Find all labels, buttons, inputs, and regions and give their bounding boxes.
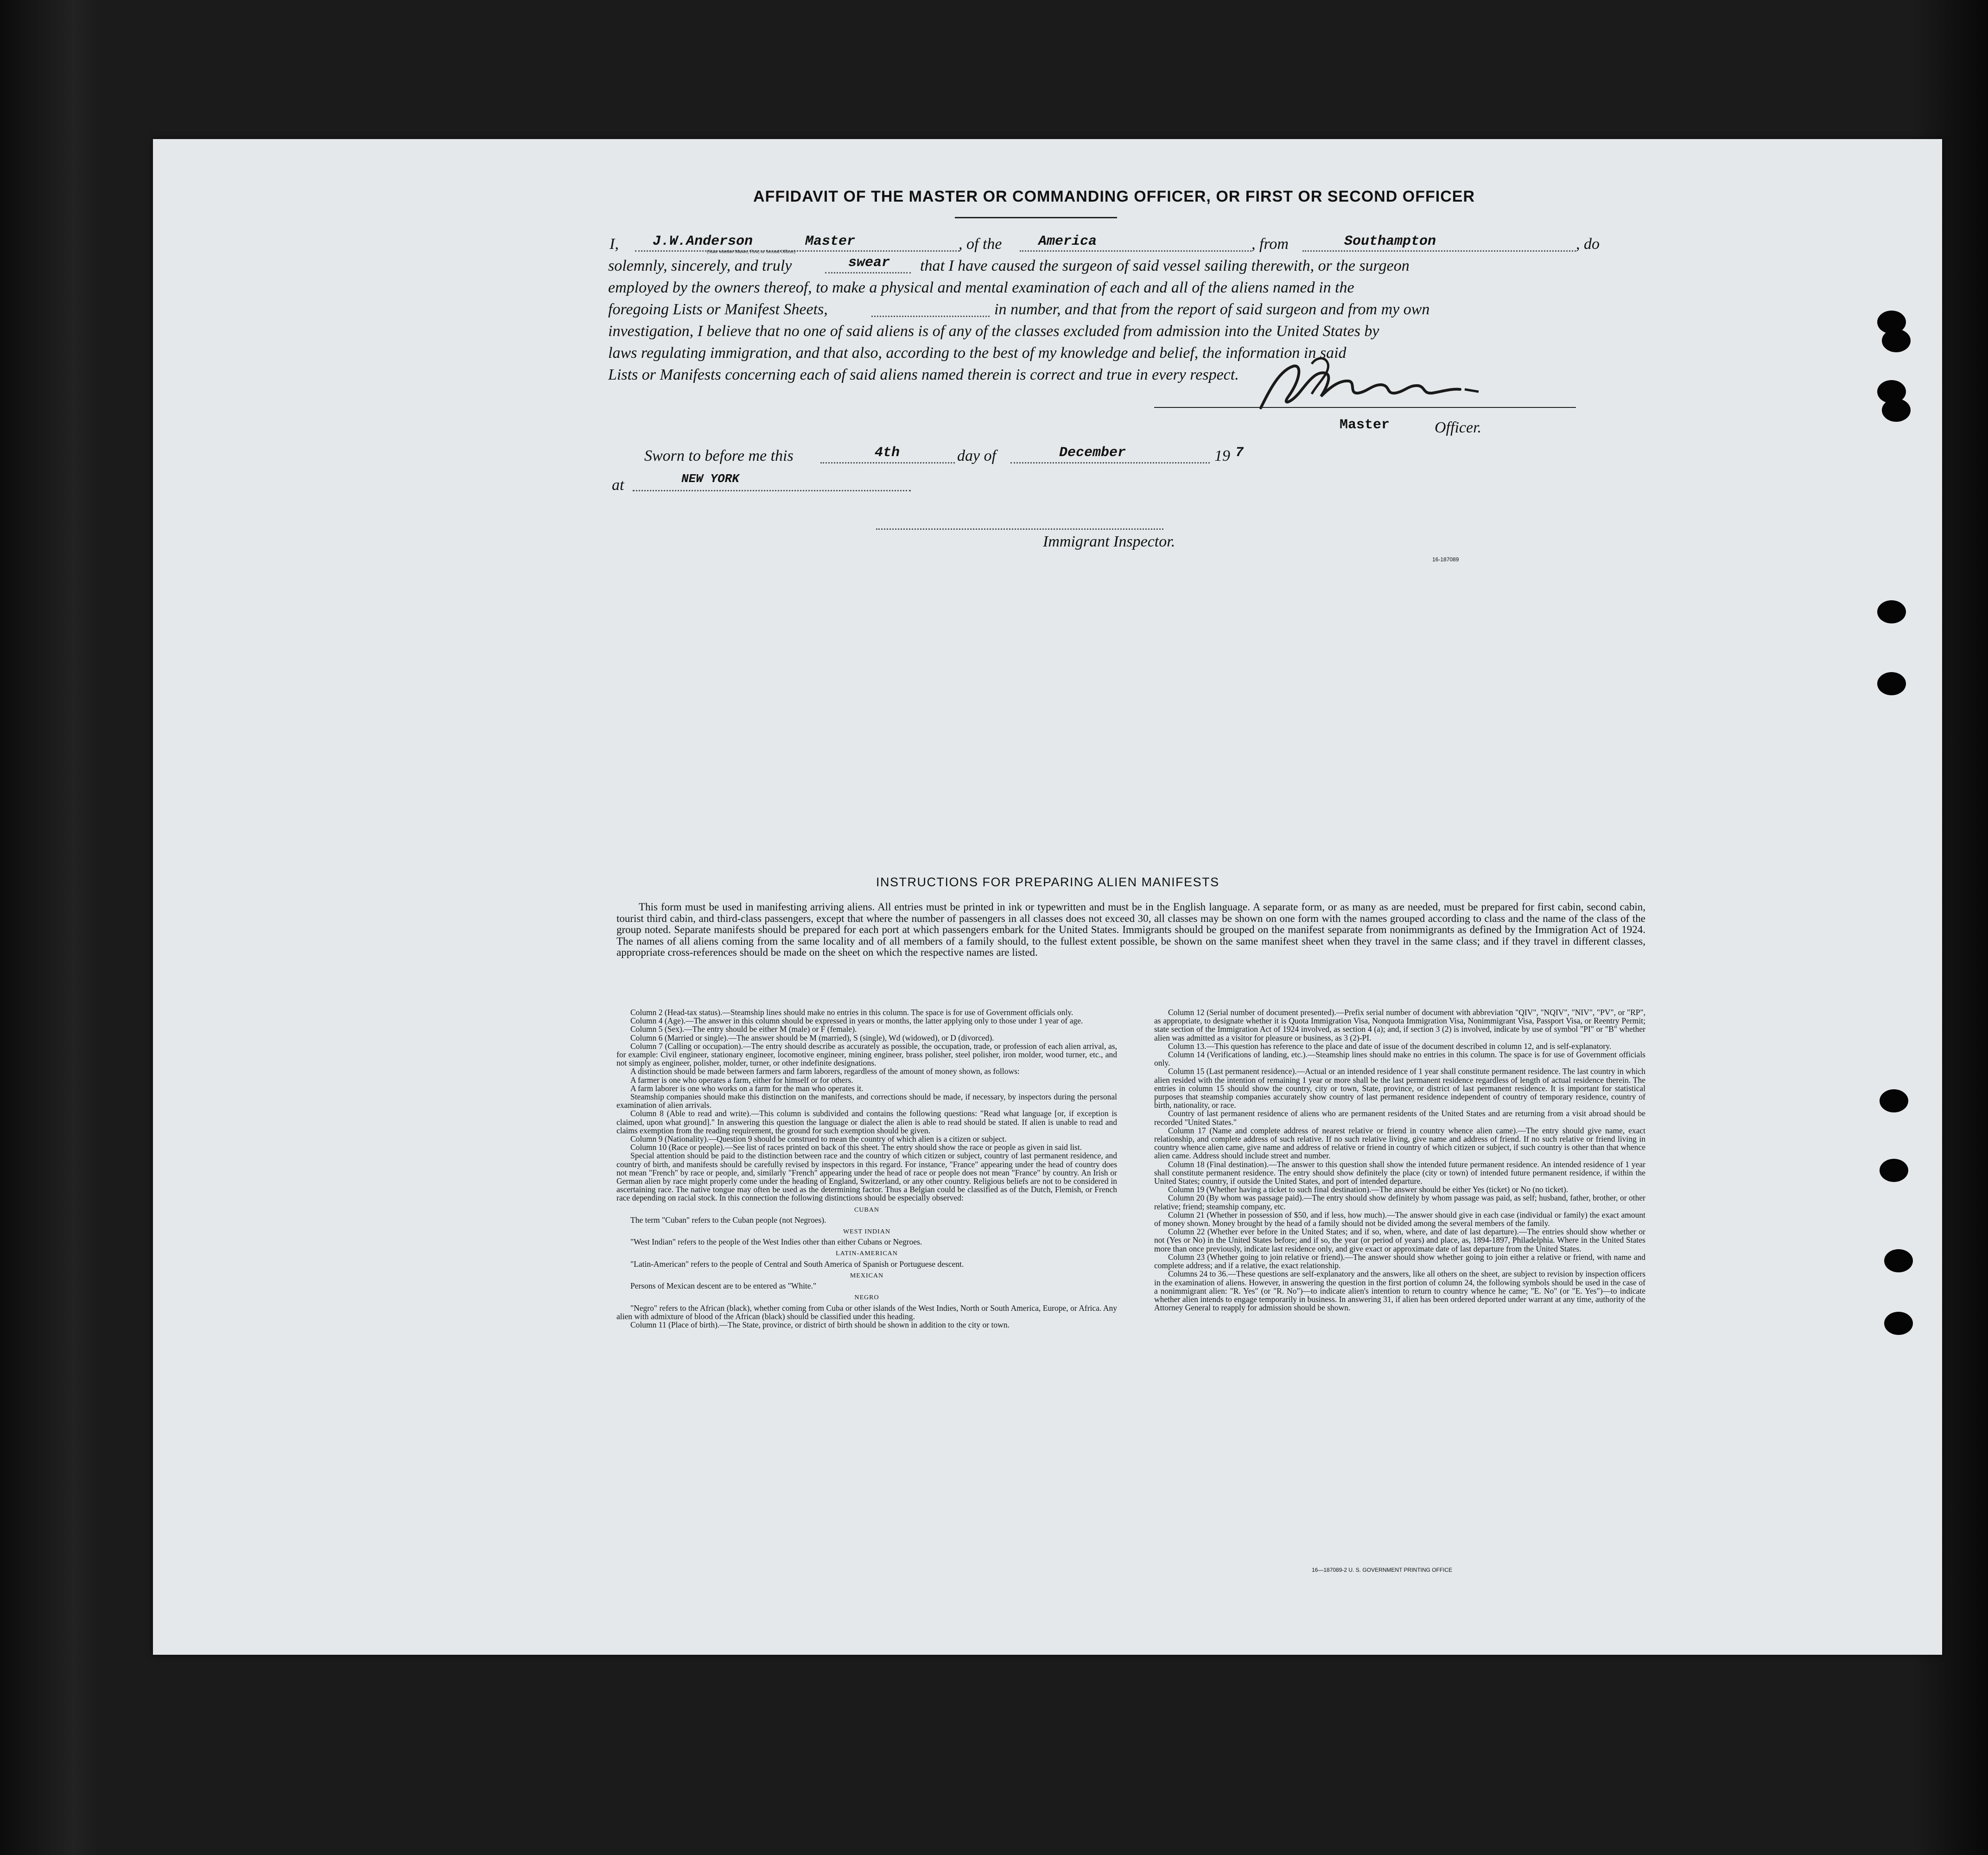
document-page [153, 139, 1942, 1655]
left-col-paragraph: Column 10 (Race or people).—See list of races printed on back of this sheet. The entry should show the race or people as given in said list. [630, 1143, 1082, 1152]
name-field-line [635, 250, 959, 252]
left-col-paragraph: Steamship companies should make this distinction on the manifests, and corrections should be made, if necessary, by inspectors during the personal examination of alien arrivals. [616, 1092, 1117, 1110]
left-col-paragraph: Column 9 (Nationality).—Question 9 should be construed to mean the country of which alien is a citizen or subject. [630, 1134, 1007, 1144]
master-name: J.W.Anderson [653, 234, 753, 249]
instructions-left-column [616, 1008, 1117, 1329]
left-col-paragraph: Column 6 (Married or single).—The answer should be M (married), S (single), Wd (widowed), or D (divorced). [630, 1033, 994, 1042]
right-col-paragraph: Column 12 (Serial number of document presented).—Prefix serial number of document with abbreviation "QIV", "NQIV", "NIV", "PV", or "RP", as appropriate, to designate whether it is Quota Immigration Visa, Nonquota Immigration Visa, Nonimmigrant Visa, Passport Visa, or Reentry Permit; state section of the Immigration Act of 1924 involved, as section 4 (a); and, if section 3 (2) is involved, indicate by use of symbol "PI" or "B" whether alien was admitted as a visitor for pleasure or business, as 3 (2)-PI. [1154, 1008, 1645, 1042]
oath-field-line [825, 272, 911, 273]
binder-hole [1880, 1089, 1908, 1112]
left-col-paragraph: Column 8 (Able to read and write).—This column is subdivided and contains the following questions: "Read what language [or, if exception is claimed, upon what ground]." In answering this question the language or dialect the alien is able to read should be stated. If alien is unable to read and claims exemption from the reading requirement, the ground for such exemption should be given. [616, 1109, 1117, 1135]
affidavit-line-2b: that I have caused the surgeon of said vessel sailing therewith, or the surgeon [920, 257, 1410, 274]
binder-hole [1880, 1159, 1908, 1182]
signer-suffix: Officer. [1435, 419, 1482, 436]
right-col-paragraph: Column 20 (By whom was passage paid).—The entry should show definitely by whom passage was paid, as self; husband, father, brother, or other relative; friend; steamship company, etc. [1154, 1193, 1645, 1211]
of-the-label: , of the [959, 235, 1002, 253]
left-col-paragraph: Column 4 (Age).—The answer in this column should be expressed in years or months, the latter applying only to those under 1 year of age. [630, 1016, 1083, 1026]
definition-heading: NEGRO [854, 1294, 879, 1302]
signer-title: Master [1340, 417, 1390, 433]
printing-office-footer: 16—187089-2 U. S. GOVERNMENT PRINTING OFFICE [1312, 1567, 1453, 1573]
right-col-paragraph: Column 18 (Final destination).—The answer to this question shall show the intended future permanent residence. An intended residence of 1 year shall constitute permanent residence. The entry should show definitely the place (city or town) of intended future permanent residence, if within the United States; country, if outside the United States, and port of intended departure. [1154, 1159, 1645, 1186]
vessel-name: America [1038, 234, 1097, 249]
instructions-right-column [1154, 1008, 1645, 1312]
do-label: , do [1576, 235, 1600, 253]
right-col-paragraph: Column 17 (Name and complete address of nearest relative or friend in country whence alien came).—The entry should give name, exact relationship, and complete address of such relative. If no such relative living, give name and address of friend. If no such relative or friend living in country whence alien came, give name and address of relative or friend in country of which citizen or subject, if such country is other than that whence alien came. Address should include street and number. [1154, 1125, 1645, 1161]
left-col-paragraph: Special attention should be paid to the distinction between race and the country of which citizen or subject, country of last permanent residence, and country of birth, and manifests should be carefully revised by inspectors in this regard. For instance, "France" appearing under the head of country does not mean "French" by race or people, and, similarly "French" appearing under the head of race or people does not mean "France" by country. An Irish or German alien by race might properly come under the heading of England, Switzerland, or any other country. Religious beliefs are not to be considered in ascertaining race. The native tongue may often be used as the determining factor. Thus a Belgian could be classified as of the Dutch, Flemish, or French race depending on racial stock. In this connection the following distinctions should be especially observed: [616, 1151, 1117, 1203]
instructions-intro [616, 902, 1645, 959]
sworn-day: 4th [875, 445, 900, 461]
sworn-place: NEW YORK [681, 472, 739, 486]
master-signature [1200, 352, 1581, 422]
signature-line [1154, 407, 1576, 408]
place-field-line [633, 490, 911, 491]
right-col-paragraph: Columns 24 to 36.—These questions are self-explanatory and the answers, like all others on the sheet, are subject to revision by inspection officers in the examination of aliens. However, in answering the question in the first portion of column 24, the following symbols should be used in the case of a nonimmigrant alien: "R. Yes" (or "R. No")—to indicate alien's intention to return to country whence he came; "E. No" (or "E. Yes")—to indicate whether alien intends to engage temporarily in business. In answering 31, if alien has been ordered deported under warrant at any time, authority of the Attorney General to reapply for admission should be shown. [1154, 1269, 1645, 1313]
affidavit-line-2a: solemnly, sincerely, and truly [608, 257, 792, 274]
affidavit-line-4a: foregoing Lists or Manifest Sheets, [608, 301, 828, 318]
left-col-paragraph: A farm laborer is one who works on a farm for the man who operates it. [630, 1083, 864, 1093]
instructions-title: INSTRUCTIONS FOR PREPARING ALIEN MANIFESTS [876, 875, 1219, 889]
oath-word: swear [848, 255, 890, 271]
definition-heading: MEXICAN [850, 1272, 884, 1279]
right-col-paragraph: Column 14 (Verifications of landing, etc.).—Steamship lines should make no entries in this column. The space is for use of Government officials only. [1154, 1050, 1645, 1068]
definition-text: The term "Cuban" refers to the Cuban people (not Negroes). [630, 1215, 826, 1225]
affidavit-line-4b: in number, and that from the report of said surgeon and from my own [994, 301, 1430, 318]
sworn-month: December [1059, 445, 1126, 461]
affidavit-line-3: employed by the owners thereof, to make a physical and mental examination of each and all of the aliens named in the [608, 279, 1354, 296]
form-number: 16-187089 [1432, 556, 1459, 563]
inspector-signature-line [876, 528, 1163, 530]
definition-heading: CUBAN [854, 1206, 879, 1213]
right-col-paragraph: Column 19 (Whether having a ticket to such final destination).—The answer should be either Yes (ticket) or No (no ticket). [1168, 1185, 1569, 1194]
year-prefix: 19 [1214, 447, 1230, 464]
day-of-label: day of [957, 447, 997, 464]
count-field-line [871, 316, 990, 317]
affidavit-line-6: laws regulating immigration, and that also, according to the best of my knowledge and belief, the information in said [608, 344, 1347, 362]
binder-hole [1884, 1312, 1913, 1335]
binder-hole [1882, 329, 1911, 352]
right-col-paragraph: Column 15 (Last permanent residence).—Actual or an intended residence of 1 year shall constitute permanent residence. The last country in which alien resided with the intention of remaining 1 year or more shall be the last permanent residence regardless of length of actual residence therein. The entries in column 15 should show the country, city or town, State, province, or district of last permanent residence. It is important for statistical purposes that steamship companies accurately show country of last permanent residence independent of country of temporary residence, country of birth, nationality, or race. [1154, 1067, 1645, 1110]
left-col-paragraph: A distinction should be made between farmers and farm laborers, regardless of the amount of money shown, as follows: [630, 1067, 1020, 1076]
binder-hole [1877, 600, 1906, 623]
sworn-label: Sworn to before me this [644, 447, 794, 464]
binder-hole [1877, 672, 1906, 695]
year-digit: 7 [1235, 445, 1244, 461]
right-col-paragraph: Country of last permanent residence of aliens who are permanent residents of the United States and are returning from a visit abroad should be recorded "United States." [1154, 1109, 1645, 1127]
port-field-line [1302, 250, 1576, 252]
definition-heading: WEST INDIAN [843, 1228, 891, 1236]
left-col-paragraph: Column 5 (Sex).—The entry should be either M (male) or F (female). [630, 1024, 857, 1034]
from-label: , from [1251, 235, 1289, 253]
intro-paragraph: This form must be used in manifesting arriving aliens. All entries must be printed in ink or typewritten and must be in the English language. A separate form, or as many as are needed, must be prepared for first cabin, second cabin, tourist third cabin, and third-class passengers, except that where the number of passengers in all classes does not exceed 30, all classes may be shown on one form with the names grouped according to class and the name of the class of the group noted. Separate manifests should be prepared for each port at which passengers embark for the United States. Immigrants should be grouped on the manifest separate from nonimmigrants as defined by the Immigration Act of 1924. The names of all aliens coming from the same locality and of all members of a family should, to the fullest extent possible, be shown on the same manifest sheet when they travel in the same class; and if they travel in different classes, appropriate cross-references should be made on the sheet on which the respective names are listed. [616, 901, 1645, 958]
month-field-line [1010, 462, 1210, 464]
departure-port: Southampton [1344, 234, 1436, 249]
right-col-paragraph: Column 23 (Whether going to join relative or friend).—The answer should show whether going to join either a relative or friend, with name and complete address; and if a relative, the exact relationship. [1154, 1252, 1645, 1271]
i-label: I, [610, 235, 619, 253]
inspector-label: Immigrant Inspector. [1043, 533, 1175, 550]
left-col-paragraph: Column 11 (Place of birth).—The State, province, or district of birth should be shown in addition to the city or town. [630, 1320, 1010, 1329]
binder-hole [1884, 1249, 1913, 1272]
left-col-paragraph: A farmer is one who operates a farm, either for himself or for others. [630, 1075, 853, 1085]
right-col-paragraph: Column 22 (Whether ever before in the United States; and if so, when, where, and date of last departure).—The entries should show whether or not (Yes or No) in the United States before; and if so, the year (or period of years) and place, as, 1894-1897, Philadelphia. Where in the United States more than once previously, indicate last residence only, and give exact or approximate date of last departure from the United States. [1154, 1227, 1645, 1253]
title-rule [955, 217, 1117, 218]
left-col-paragraph: Column 7 (Calling or occupation).—The entry should describe as accurately as possible, the occupation, trade, or profession of each alien arrival, as, for example: Civil engineer, stationary engineer, locomotive engineer, mining engineer, brass polisher, steel polisher, iron molder, wood turner, etc., and not simply as engineer, polisher, molder, turner, or other indefinite designations. [616, 1041, 1117, 1068]
left-col-paragraph: Column 2 (Head-tax status).—Steamship lines should make no entries in this column. The space is for use of Government officials only. [630, 1008, 1073, 1017]
officer-rank: Master [805, 234, 856, 249]
at-label: at [612, 476, 624, 494]
vessel-field-line [1020, 250, 1251, 252]
definition-text: "Latin-American" refers to the people of Central and South America of Spanish or Portuguese descent. [630, 1259, 964, 1269]
definition-text: "West Indian" refers to the people of the West Indies other than either Cubans or Negroes. [630, 1237, 922, 1247]
right-col-paragraph: Column 13.—This question has reference to the place and date of issue of the document described in column 12, and is self-explanatory. [1168, 1041, 1612, 1051]
definition-heading: LATIN-AMERICAN [836, 1250, 898, 1258]
rank-note: (State whether Master, First, or Second Officer) [707, 249, 796, 254]
binder-hole [1882, 399, 1911, 422]
definition-text: "Negro" refers to the African (black), whether coming from Cuba or other islands of the West Indies, North or South America, Europe, or Africa. Any alien with admixture of blood of the African (black) should be classified under this heading. [616, 1303, 1117, 1321]
affidavit-title: AFFIDAVIT OF THE MASTER OR COMMANDING OFFICER, OR FIRST OR SECOND OFFICER [753, 188, 1475, 205]
affidavit-line-7: Lists or Manifests concerning each of said aliens named therein is correct and true in every respect. [608, 366, 1239, 383]
day-field-line [820, 462, 955, 464]
right-col-paragraph: Column 21 (Whether in possession of $50, and if less, how much).—The answer should give in each case (individual or family) the exact amount of money shown. Money brought by the head of a family should not be divided among the several members of the family. [1154, 1210, 1645, 1228]
definition-text: Persons of Mexican descent are to be entered as "White." [630, 1281, 817, 1291]
affidavit-line-5: investigation, I believe that no one of said aliens is of any of the classes excluded from admission into the United States by [608, 323, 1379, 340]
